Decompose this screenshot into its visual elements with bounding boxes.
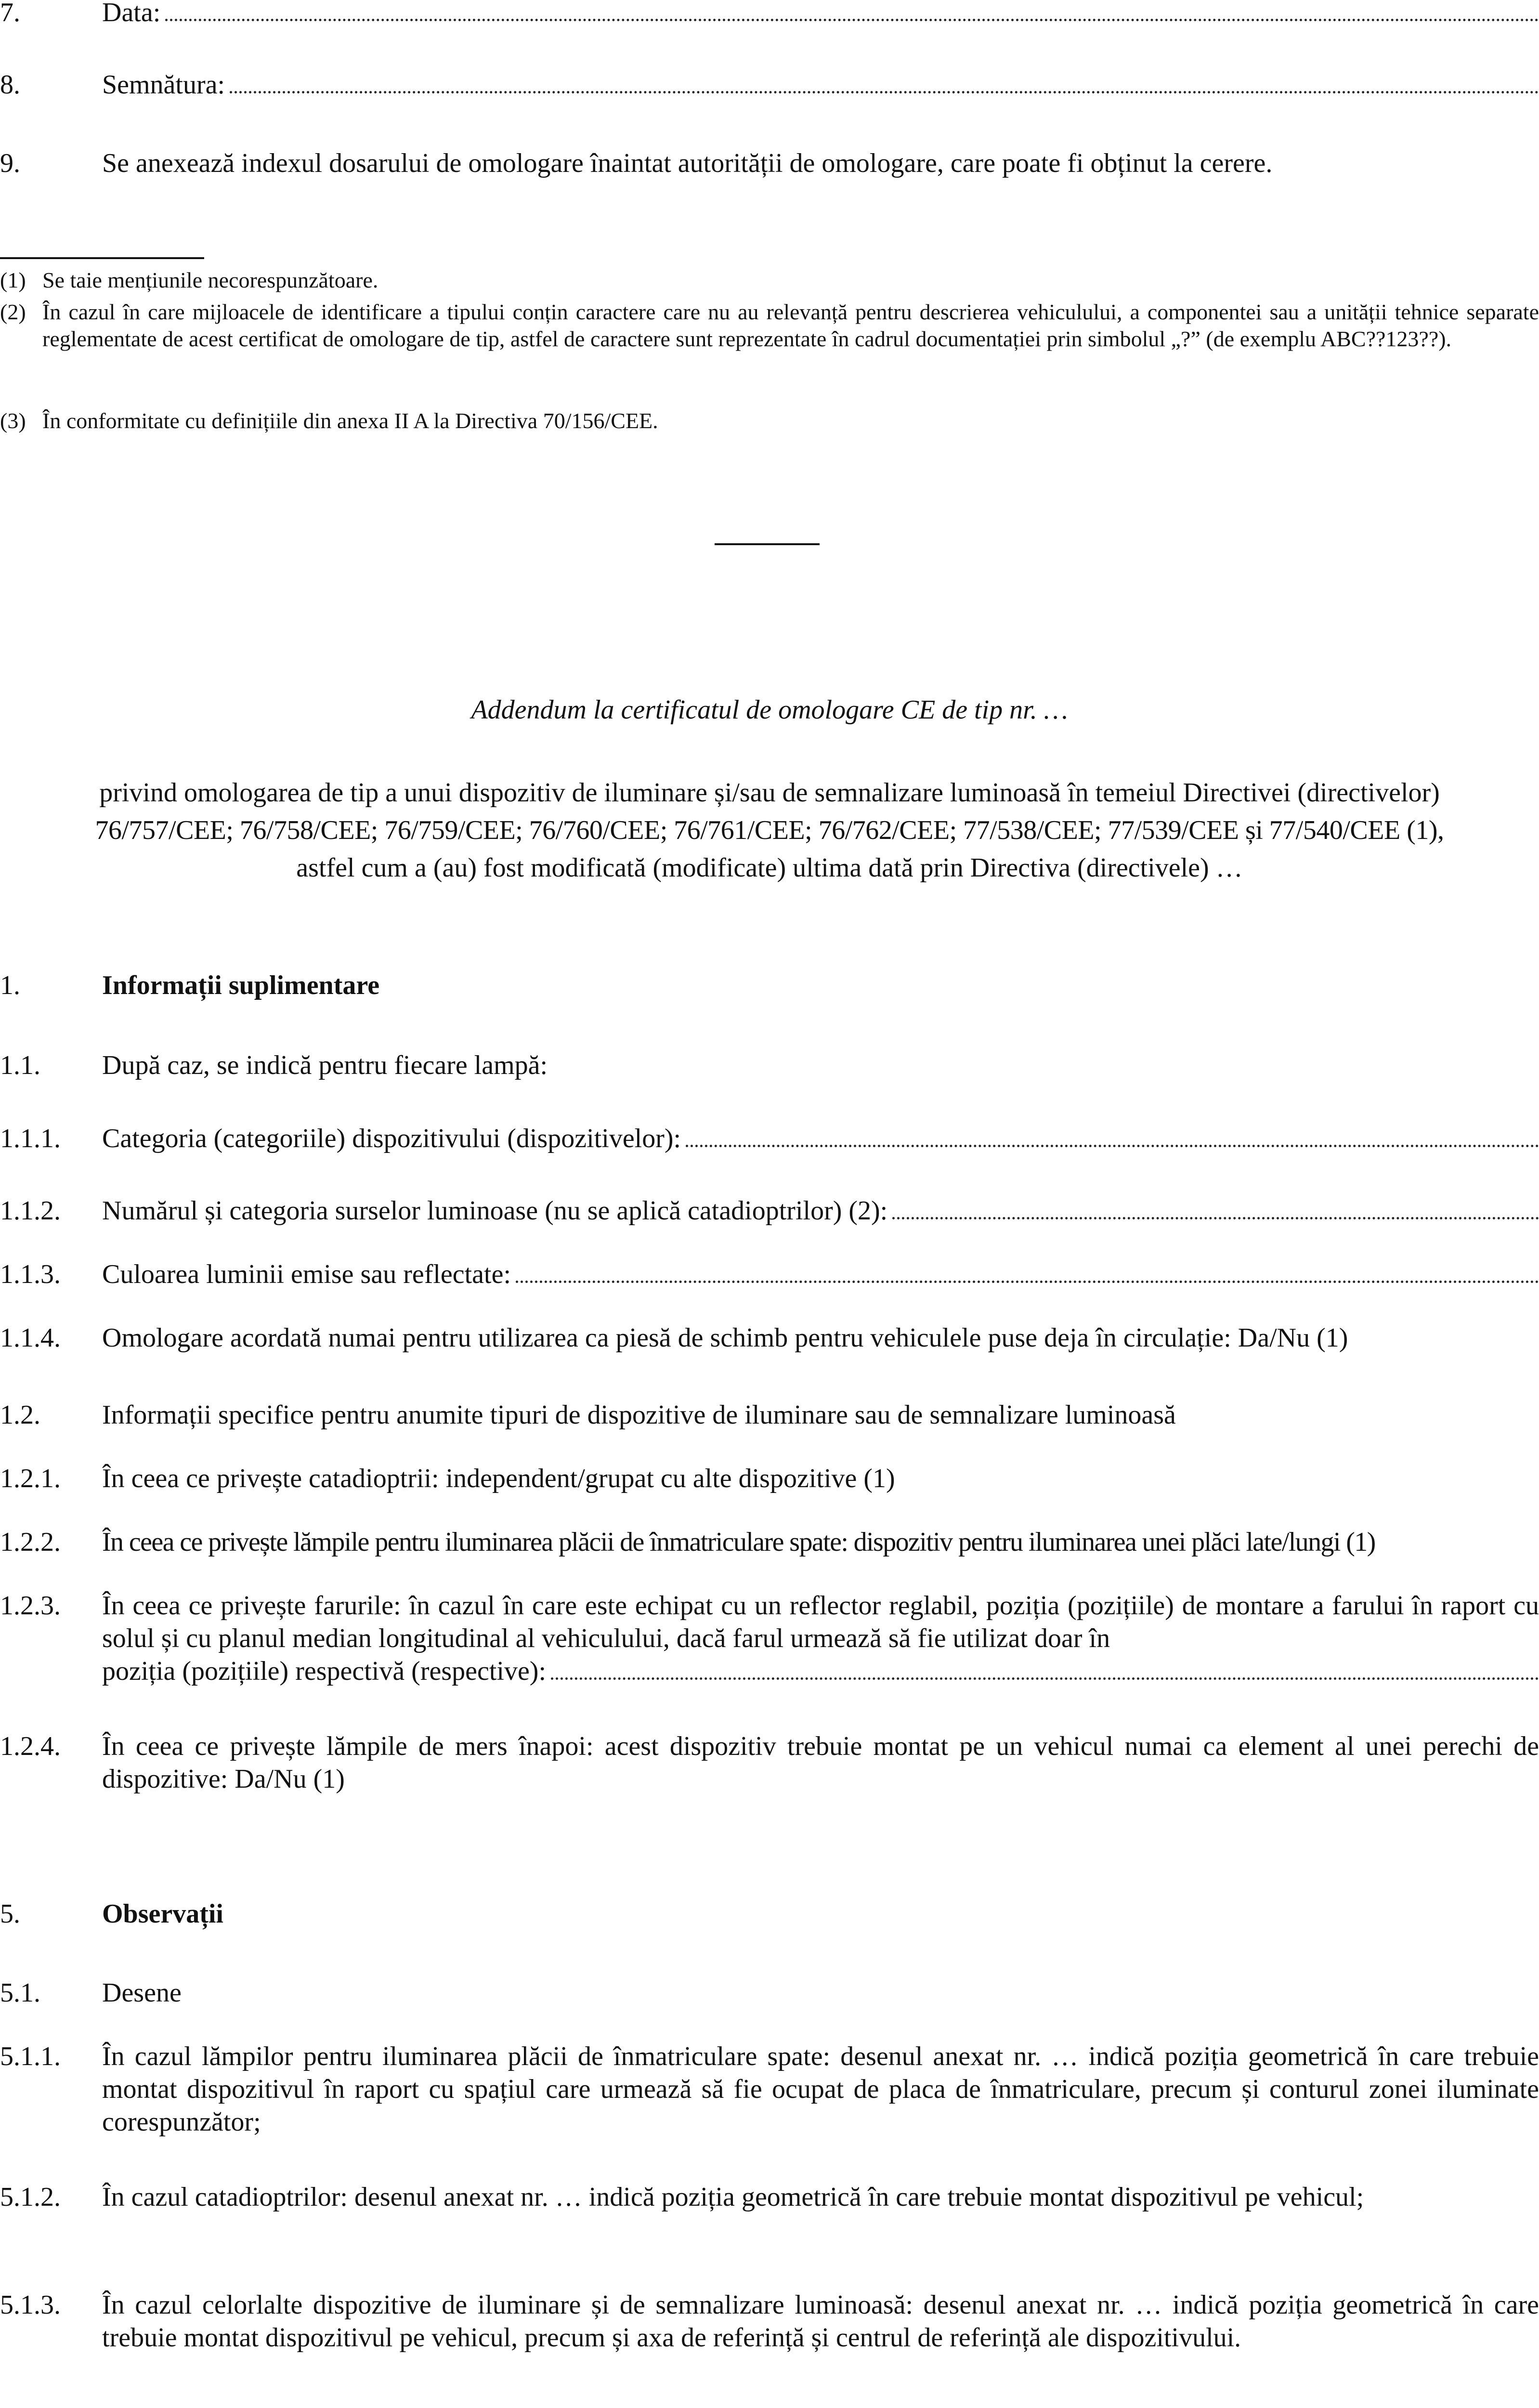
item-number: 1.2.: [0, 1400, 40, 1430]
item-number: 8.: [0, 70, 20, 100]
item-number: 1.1.: [0, 1050, 40, 1080]
item-number: 1.2.2.: [0, 1527, 61, 1557]
item-text: Numărul și categoria surselor luminoase (nu se aplică catadioptrilor) (2):: [102, 1196, 888, 1226]
footnote-text: În conformitate cu definițiile din anexa II A la Directiva 70/156/CEE.: [42, 408, 658, 433]
item-number: 1.1.4.: [0, 1323, 61, 1353]
item-text: Se anexează indexul dosarului de omologare înaintat autorității de omologare, care poate fi obținut la cerere.: [102, 148, 1273, 178]
item-text: În ceea ce privește catadioptrii: independent/grupat cu alte dispozitive (1): [102, 1464, 895, 1493]
item-number: 5.1.1.: [0, 2042, 61, 2071]
dotted-leader: [230, 70, 1539, 93]
item-text: Omologare acordată numai pentru utilizarea ca piesă de schimb pentru vehiculele puse deja în circulație: Da/Nu (1): [102, 1323, 1348, 1353]
section-number: 1.: [0, 970, 20, 1000]
dotted-leader: [686, 1124, 1539, 1147]
section-title: Observații: [102, 1899, 223, 1929]
addendum-title: Addendum la certificatul de omologare CE de tip nr. …: [471, 695, 1068, 725]
addendum-line-3: astfel cum a (au) fost modificată (modificate) ultima dată prin Directiva (directivele) …: [296, 853, 1243, 883]
footnote-mark: (1): [0, 268, 26, 292]
item-text: În cazul catadioptrilor: desenul anexat nr. … indică poziția geometrică în care trebuie montat dispozitivul pe vehicul;: [102, 2182, 1364, 2212]
dotted-leader: [516, 1259, 1539, 1283]
footnote-mark: (2): [0, 300, 26, 324]
dotted-leader: [165, 0, 1539, 21]
item-number: 1.2.1.: [0, 1464, 61, 1493]
item-text: Categoria (categoriile) dispozitivului (dispozitivelor):: [102, 1124, 681, 1153]
footnote-text: În cazul în care mijloacele de identificare a tipului conțin caractere care nu au relevanță pentru descrierea vehiculului, a componentei sau a unității tehnice separate reglementate de acest certificat de omologare de tip, astfel de caractere sunt reprezentate în cadrul documentației prin simbolul „?” (de exemplu ABC??123??).: [42, 300, 1539, 351]
footnote-mark: (3): [0, 408, 26, 433]
item-number: 5.1.3.: [0, 2290, 61, 2320]
section-title: Informații suplimentare: [102, 970, 380, 1000]
item-text: În ceea ce privește lămpile pentru iluminarea plăcii de înmatriculare spate: dispozitiv pentru iluminarea unei plăci late/lungi (1): [102, 1527, 1375, 1557]
item-text: În cazul celorlalte dispozitive de iluminare și de semnalizare luminoasă: desenul anexat nr. … indică poziția geometrică în care trebuie montat dispozitivul pe vehicul, precum și axa de referință și centrul de referință ale dispozitivului.: [102, 2290, 1539, 2353]
item-number: 9.: [0, 148, 20, 178]
footnote-separator: [0, 257, 204, 259]
item-number: 7.: [0, 0, 20, 27]
item-number: 1.2.3.: [0, 1591, 61, 1621]
dotted-leader: [551, 1656, 1539, 1680]
item-text: În ceea ce privește lămpile de mers înapoi: acest dispozitiv trebuie montat pe un vehicul numai ca element al unei perechi de dispozitive: Da/Nu (1): [102, 1731, 1539, 1794]
item-number: 5.1.2.: [0, 2182, 61, 2212]
item-number: 1.1.3.: [0, 1259, 61, 1289]
item-text: Desene: [102, 1978, 182, 2008]
item-text: În cazul lămpilor pentru iluminarea plăcii de înmatriculare spate: desenul anexat nr. … indică poziția geometrică în care trebuie montat dispozitivul în raport cu spațiul care urmează să fie ocupat de placa de înmatriculare, precum și conturul zonei iluminate corespunzător;: [102, 2042, 1539, 2137]
section-divider: [715, 543, 820, 545]
item-text: Culoarea luminii emise sau reflectate:: [102, 1259, 511, 1289]
dotted-leader: [892, 1196, 1539, 1219]
field-label: Data:: [102, 0, 161, 27]
item-text: poziția (pozițiile) respectivă (respective):: [102, 1656, 547, 1686]
field-label: Semnătura:: [102, 70, 225, 100]
item-number: 1.1.1.: [0, 1124, 61, 1153]
item-text: După caz, se indică pentru fiecare lampă:: [102, 1050, 548, 1080]
item-text: În ceea ce privește farurile: în cazul în care este echipat cu un reflector reglabil, poziția (pozițiile) de montare a farului în raport cu solul și cu planul median longitudinal al vehiculului, dacă farul urmează să fie utilizat doar în: [102, 1591, 1539, 1653]
section-number: 5.: [0, 1899, 20, 1929]
item-number: 5.1.: [0, 1978, 40, 2008]
footnote-text: Se taie mențiunile necorespunzătoare.: [42, 268, 378, 292]
item-number: 1.1.2.: [0, 1196, 61, 1226]
item-number: 1.2.4.: [0, 1731, 61, 1761]
item-text: Informații specifice pentru anumite tipuri de dispozitive de iluminare sau de semnalizare luminoasă: [102, 1400, 1176, 1430]
addendum-line-2: 76/757/CEE; 76/758/CEE; 76/759/CEE; 76/760/CEE; 76/761/CEE; 76/762/CEE; 77/538/CEE; 77/539/CEE și 77/540/CEE (1),: [95, 815, 1444, 845]
addendum-line-1: privind omologarea de tip a unui dispozitiv de iluminare și/sau de semnalizare luminoasă în temeiul Directivei (directivelor): [99, 778, 1440, 808]
